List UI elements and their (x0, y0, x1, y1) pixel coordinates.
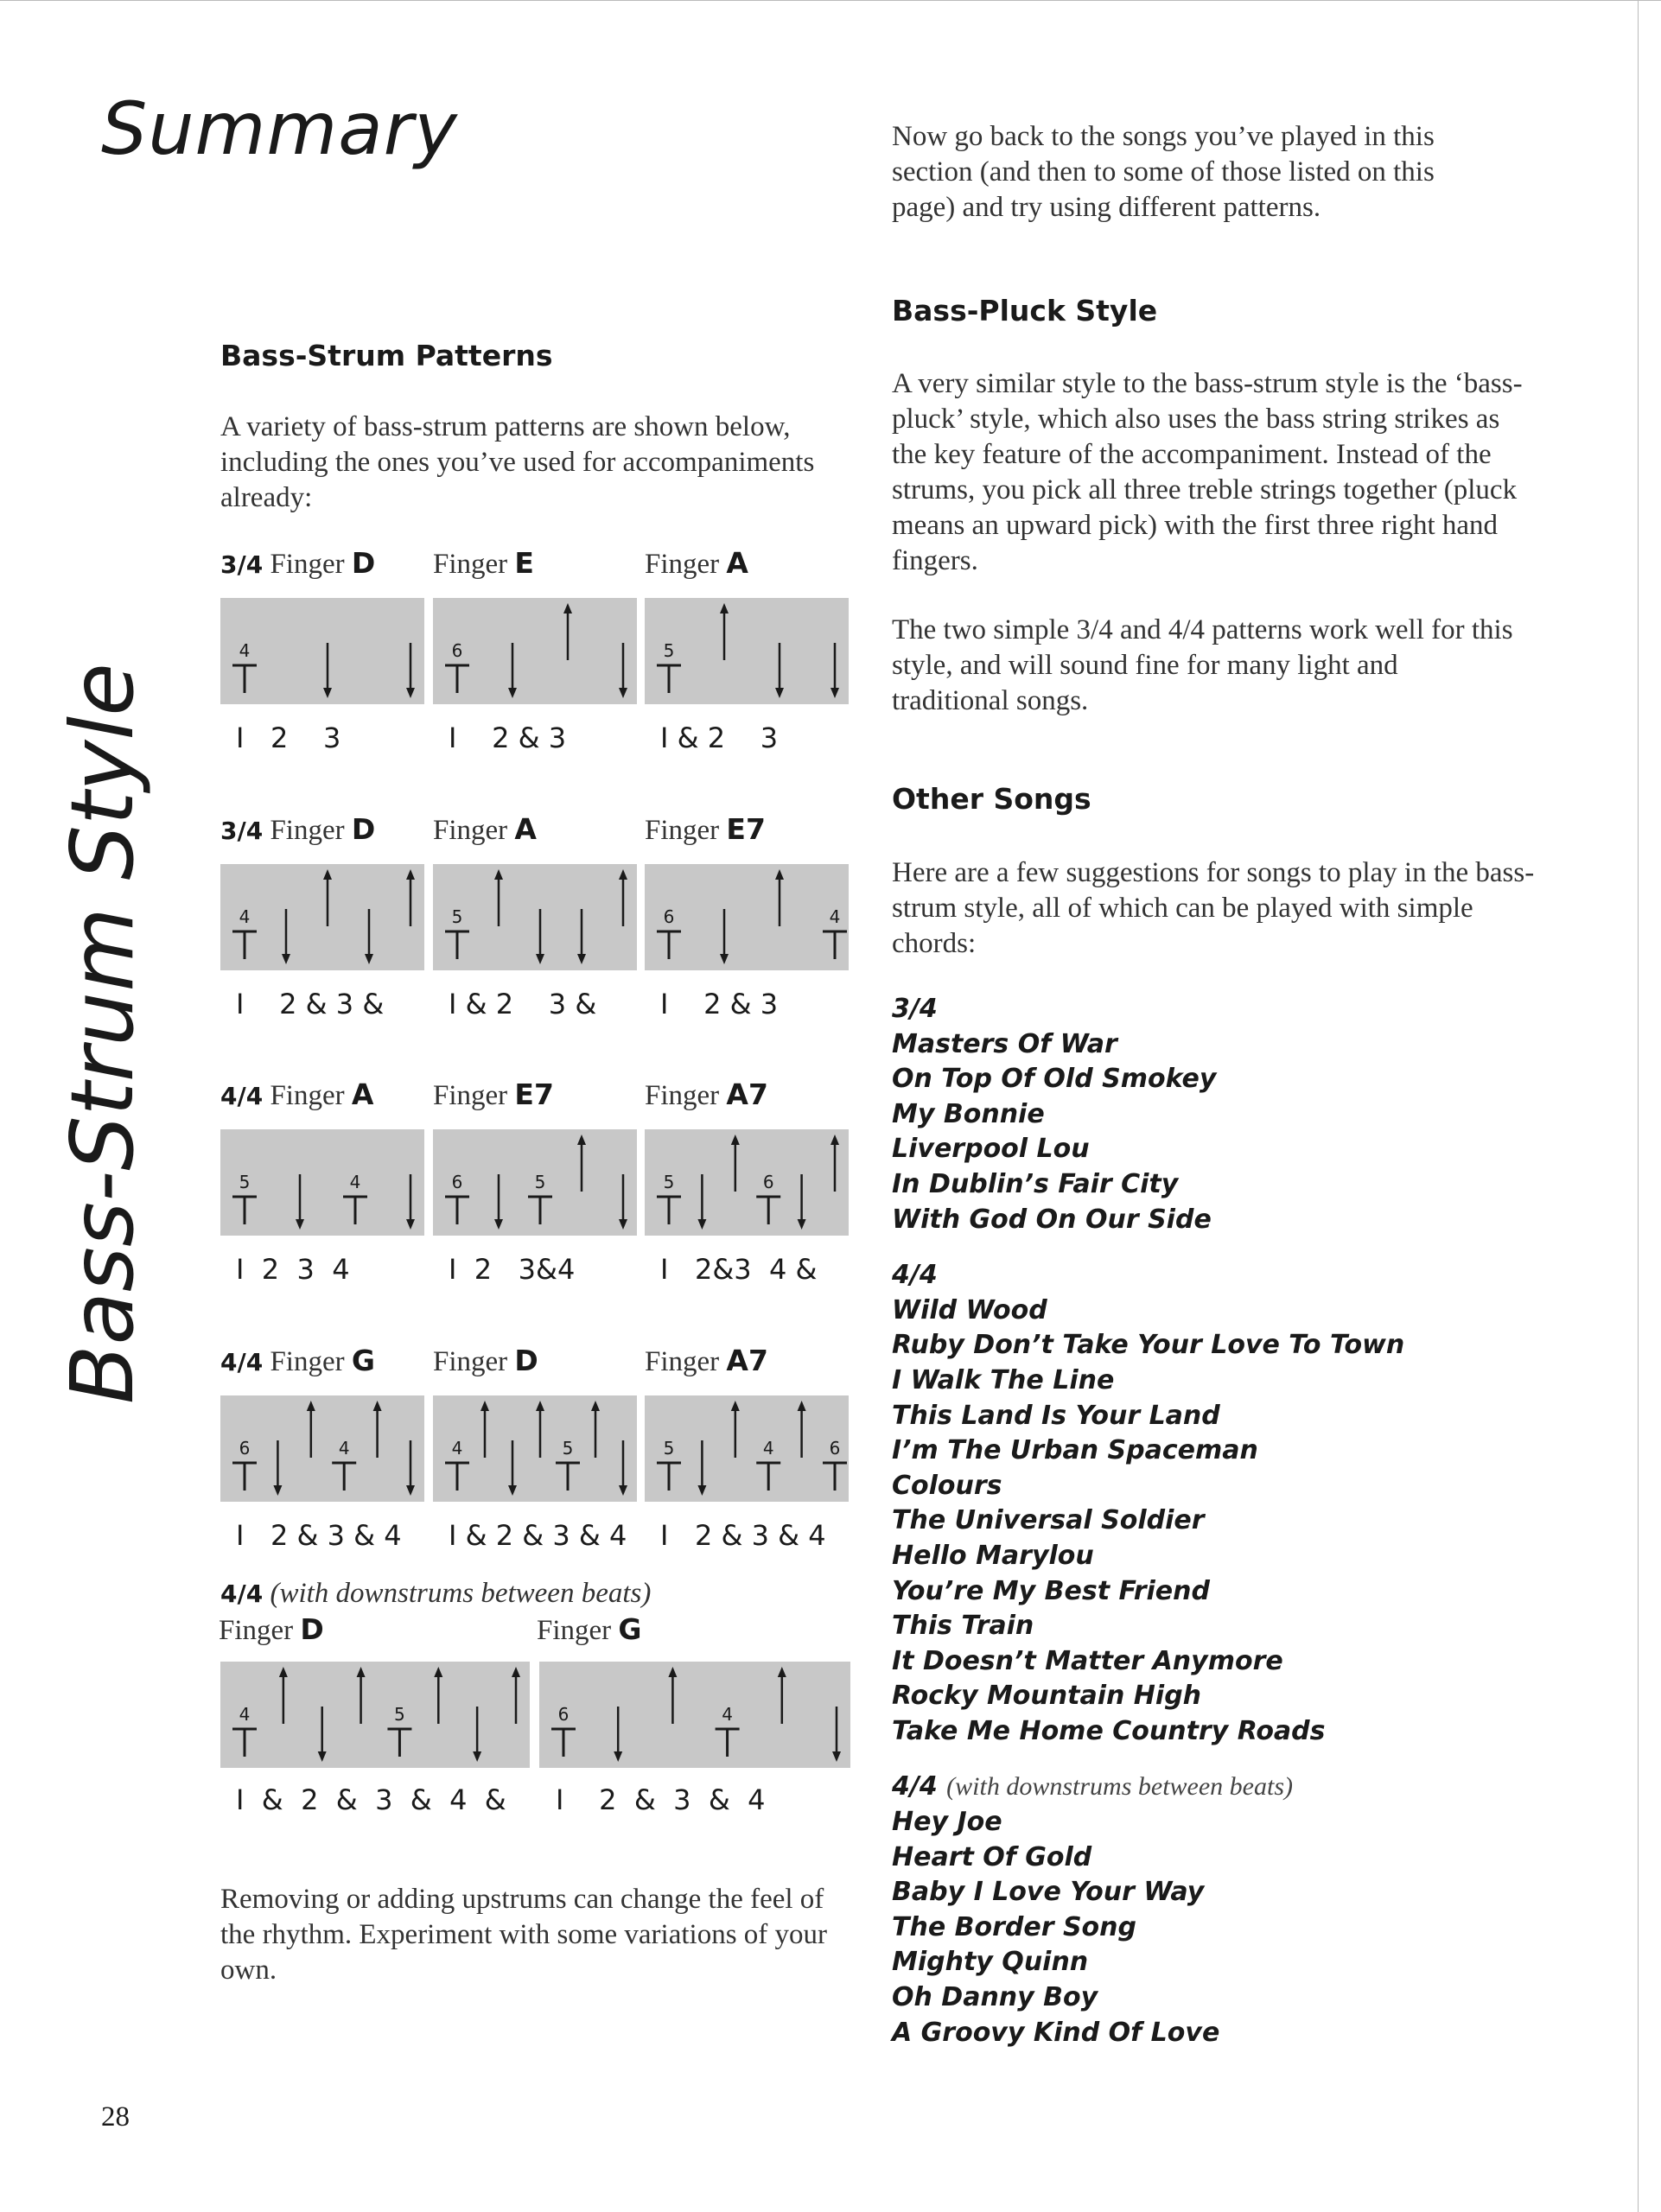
string-number: 4 (451, 1438, 463, 1459)
beat-count: I 2 3&4 (449, 1253, 576, 1286)
row5-label: 4/4 (with downstrums between beats) (220, 1578, 652, 1609)
pattern-background (433, 1395, 637, 1502)
song-title: Ruby Don’t Take Your Love To Town (892, 1330, 1405, 1361)
song-title: You’re My Best Friend (892, 1575, 1210, 1606)
string-number: 6 (829, 1438, 841, 1459)
string-number: 6 (557, 1704, 570, 1725)
string-number: 5 (663, 640, 675, 661)
song-title: I Walk The Line (892, 1364, 1115, 1395)
strum-pattern-2-1 (220, 864, 424, 970)
strum-pattern-4-1 (220, 1395, 424, 1502)
pattern-background (220, 864, 424, 970)
song-title: Wild Wood (892, 1294, 1047, 1325)
beat-count: I 2 3 4 (236, 1253, 350, 1286)
pattern-background (645, 598, 849, 704)
string-number: 5 (239, 1172, 251, 1192)
strum-pattern-5-1 (220, 1662, 530, 1768)
song-group-label: 3/4 (892, 994, 938, 1024)
pattern-background (433, 598, 637, 704)
beat-count: I 2 & 3 & 4 (556, 1783, 766, 1816)
song-group-time: 4/4 (892, 1771, 938, 1802)
beat-count: I & 2 3 (660, 721, 779, 754)
strum-pattern-2-2 (433, 864, 637, 970)
song-title: This Land Is Your Land (892, 1400, 1220, 1431)
song-title: Mighty Quinn (892, 1947, 1089, 1978)
string-number: 4 (722, 1704, 733, 1725)
song-list (892, 992, 1404, 2050)
strum-pattern-3-3 (645, 1129, 849, 1236)
string-number: 5 (562, 1438, 574, 1459)
strum-pattern-4-2 (433, 1395, 637, 1502)
pattern-background (539, 1662, 850, 1768)
song-title: It Doesn’t Matter Anymore (892, 1645, 1283, 1676)
string-number: 5 (663, 1172, 675, 1192)
strum-pattern-1-1 (220, 598, 424, 704)
pattern-label: Finger E (433, 546, 534, 580)
pattern-label: Finger A (433, 812, 537, 846)
pattern-background (220, 1662, 530, 1768)
other-songs-heading: Other Songs (892, 782, 1091, 816)
beat-count: I & 2 3 & (449, 988, 597, 1020)
song-title: With God On Our Side (892, 1204, 1212, 1235)
intro-text: Now go back to the songs you’ve played in this section (and then to some of those listed on this page) and try using different patterns. (892, 121, 1435, 223)
song-title: The Border Song (892, 1911, 1136, 1942)
pattern-label: 3/4 Finger D (220, 812, 376, 846)
song-title: Colours (892, 1470, 1002, 1501)
beat-count: I 2 3 (236, 721, 341, 754)
strum-pattern-1-3 (645, 598, 849, 704)
bass-strum-heading: Bass-Strum Patterns (220, 339, 553, 372)
pattern-background (220, 1395, 424, 1502)
pattern-label: 3/4 Finger D (220, 546, 376, 580)
song-title: Rocky Mountain High (892, 1681, 1202, 1712)
top-rule (0, 0, 1661, 1)
pattern-background (433, 864, 637, 970)
string-number: 4 (349, 1172, 361, 1192)
beat-count: I & 2 & 3 & 4 (449, 1519, 627, 1552)
bass-strum-intro: A variety of bass-strum patterns are shown below, including the ones you’ve used for accompaniments already: (220, 411, 815, 513)
song-title: Oh Danny Boy (892, 1982, 1098, 2013)
pattern-label: Finger D (433, 1344, 538, 1377)
song-title: A Groovy Kind Of Love (892, 2017, 1220, 2048)
song-title: On Top Of Old Smokey (892, 1064, 1217, 1095)
beat-count: I 2 & 3 (660, 988, 779, 1020)
string-number: 5 (663, 1438, 675, 1459)
song-group-label (892, 1770, 1404, 1805)
pattern-background (645, 1129, 849, 1236)
sidebar-title: Bass-Strum Style (52, 663, 153, 1404)
string-number: 6 (239, 1438, 251, 1459)
beat-count: I 2 & 3 (449, 721, 567, 754)
string-number: 5 (394, 1704, 405, 1725)
string-number: 4 (762, 1438, 774, 1459)
beat-count: I 2 & 3 & 4 (236, 1519, 402, 1552)
pattern-label: Finger G (537, 1612, 642, 1646)
strum-pattern-4-3 (645, 1395, 849, 1502)
song-title: Hello Marylou (892, 1540, 1094, 1571)
pattern-background (220, 598, 424, 704)
song-title: This Train (892, 1611, 1034, 1642)
page-number: 28 (101, 2101, 130, 2133)
song-title: Hey Joe (892, 1807, 1002, 1838)
bass-pluck-heading: Bass-Pluck Style (892, 294, 1158, 327)
string-number: 6 (451, 1172, 463, 1192)
song-title: I’m The Urban Spaceman (892, 1435, 1258, 1466)
song-title: The Universal Soldier (892, 1505, 1205, 1536)
strum-pattern-5-2 (539, 1662, 850, 1768)
pattern-background (220, 1129, 424, 1236)
right-rule (1638, 0, 1639, 2212)
bass-pluck-para2: The two simple 3/4 and 4/4 patterns work well for this style, and will sound fine for many light and traditional songs. (892, 614, 1513, 716)
song-title: Masters Of War (892, 1028, 1117, 1059)
song-group-label: 4/4 (892, 1260, 938, 1291)
song-title: Take Me Home Country Roads (892, 1715, 1326, 1746)
strum-pattern-1-2 (433, 598, 637, 704)
pattern-label: Finger E7 (433, 1077, 554, 1111)
string-number: 4 (829, 906, 841, 927)
pattern-label: 4/4 Finger A (220, 1077, 374, 1111)
strum-pattern-3-2 (433, 1129, 637, 1236)
song-title: Heart Of Gold (892, 1841, 1092, 1872)
beat-count: I 2&3 4 & (660, 1253, 818, 1286)
pattern-background (645, 864, 849, 970)
string-number: 6 (451, 640, 463, 661)
string-number: 6 (663, 906, 675, 927)
string-number: 5 (534, 1172, 546, 1192)
song-title: Liverpool Lou (892, 1134, 1090, 1165)
strum-pattern-2-3 (645, 864, 849, 970)
pattern-label: Finger A (645, 546, 748, 580)
strum-pattern-3-1 (220, 1129, 424, 1236)
bass-pluck-para1: A very similar style to the bass-strum style is the ‘bass-pluck’ style, which also uses the bass string strikes as the key feature of the accompaniment. Instead of the strums, you pick all three treble strings together (pluck means an upward pick) with the first three right hand fingers. (892, 368, 1523, 576)
song-title: In Dublin’s Fair City (892, 1168, 1179, 1199)
beat-count: I 2 & 3 & 4 (660, 1519, 826, 1552)
song-group-note: (with downstrums between beats) (946, 1772, 1293, 1802)
pattern-label: Finger D (219, 1612, 324, 1646)
string-number: 4 (239, 1704, 251, 1725)
string-number: 4 (239, 640, 251, 661)
other-songs-intro: Here are a few suggestions for songs to play in the bass-strum style, all of which can be played with simple chords: (892, 857, 1535, 959)
page-title: Summary (101, 86, 458, 171)
string-number: 4 (338, 1438, 350, 1459)
pattern-label: Finger A7 (645, 1077, 768, 1111)
beat-count: I 2 & 3 & (236, 988, 385, 1020)
beat-count: I & 2 & 3 & 4 & (236, 1783, 506, 1816)
pattern-label: 4/4 Finger G (220, 1344, 375, 1377)
song-title: Baby I Love Your Way (892, 1877, 1205, 1908)
pattern-label: Finger A7 (645, 1344, 768, 1377)
bass-strum-closing: Removing or adding upstrums can change the feel of the rhythm. Experiment with some variations of your own. (220, 1884, 828, 1986)
string-number: 4 (239, 906, 251, 927)
pattern-label: Finger E7 (645, 812, 766, 846)
string-number: 5 (451, 906, 463, 927)
pattern-background (645, 1395, 849, 1502)
string-number: 6 (762, 1172, 774, 1192)
song-title: My Bonnie (892, 1098, 1045, 1129)
